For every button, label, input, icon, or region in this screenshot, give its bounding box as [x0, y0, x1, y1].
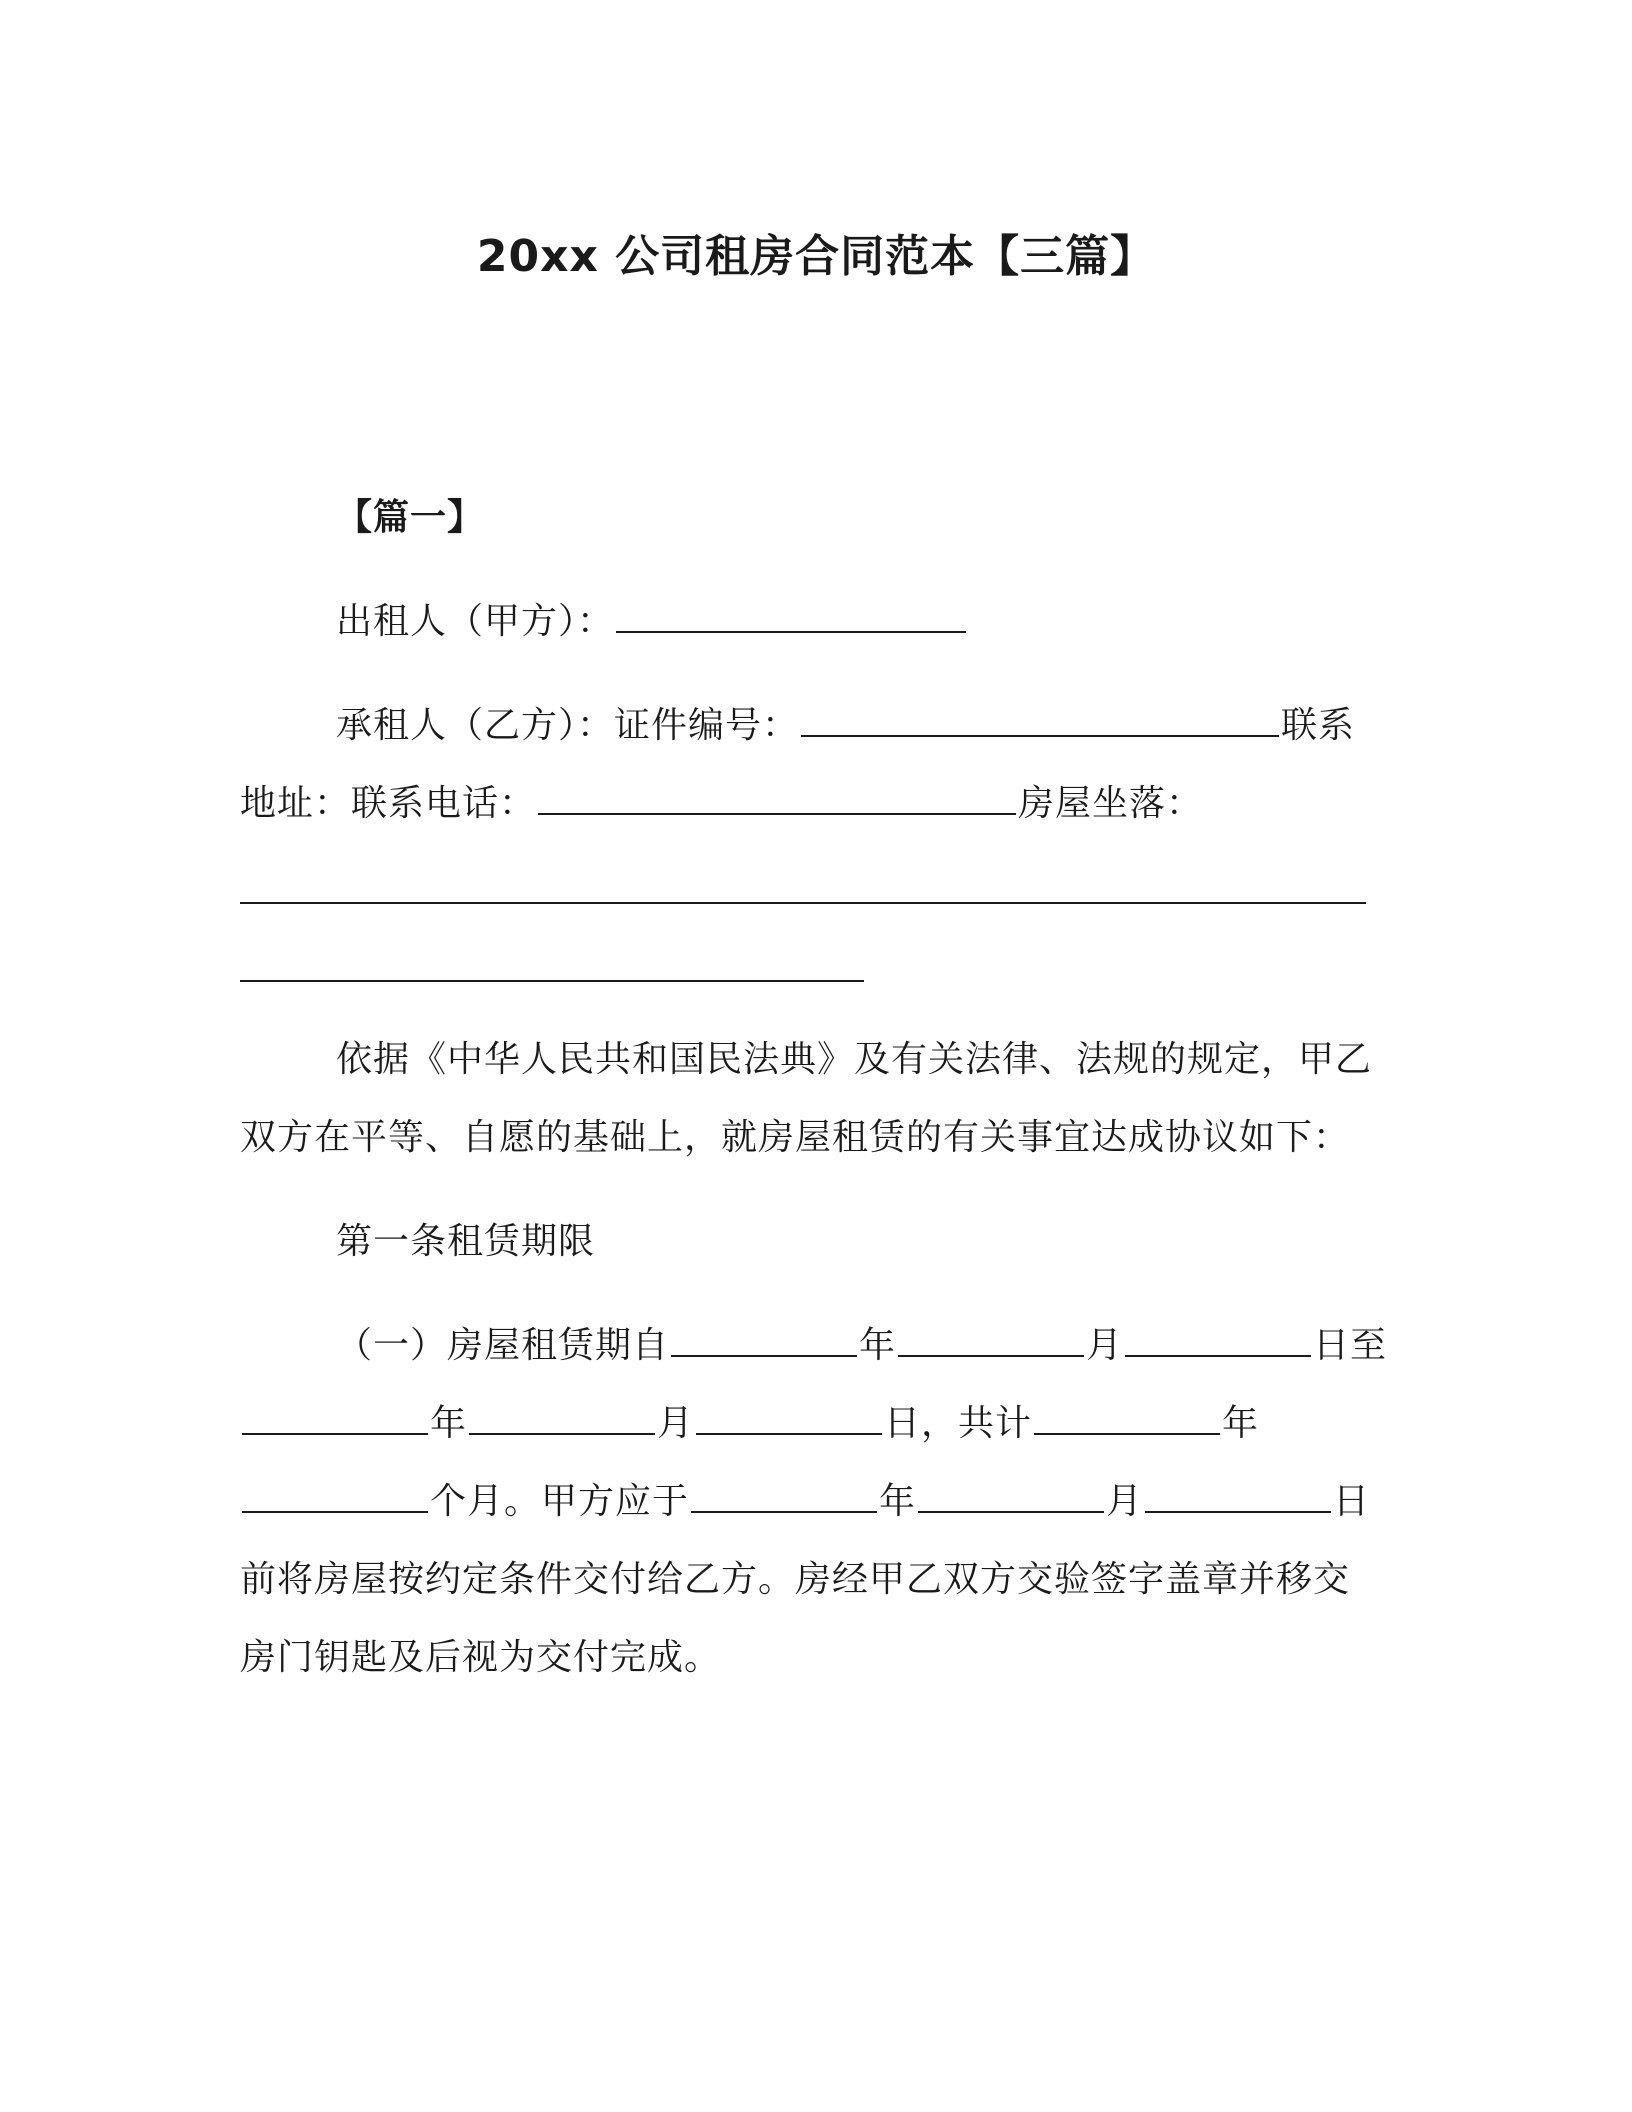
delivery-line-1: 前将房屋按约定条件交付给乙方。房经甲乙双方交验签字盖章并移交	[240, 1559, 1351, 1600]
lessee-line	[336, 702, 1355, 750]
clause1-intro: （一）房屋租赁期自	[336, 1325, 670, 1366]
location-blank-line-1	[240, 902, 1366, 904]
end-year-blank	[242, 1403, 428, 1435]
word-month: 月	[1106, 1481, 1144, 1522]
end-month-blank	[469, 1403, 655, 1435]
document-title: 20xx 公司租房合同范本【三篇】	[476, 231, 1156, 282]
lessee-label: 承租人（乙方）：证件编号：	[336, 705, 800, 746]
basis-line-2: 双方在平等、自愿的基础上，就房屋租赁的有关事宜达成协议如下：	[240, 1117, 1351, 1158]
address-label: 地址：联系电话：	[240, 783, 537, 824]
contact-text: 联系	[1281, 705, 1356, 746]
location-label: 房屋坐落：	[1018, 783, 1204, 824]
phone-blank	[538, 783, 1016, 815]
start-year-blank	[671, 1325, 857, 1357]
word-day-to: 日至	[1313, 1325, 1388, 1366]
word-day-total: 日，共计	[884, 1403, 1033, 1444]
address-line	[240, 780, 1203, 828]
word-month: 月	[1086, 1325, 1124, 1366]
word-year: 年	[430, 1403, 468, 1444]
lessor-label: 出租人（甲方）：	[336, 601, 615, 642]
total-years-blank	[1034, 1403, 1220, 1435]
lease-period-line-2	[240, 1400, 1259, 1448]
start-month-blank	[898, 1325, 1084, 1357]
lease-period-line-1	[336, 1322, 1387, 1370]
article1-heading: 第一条租赁期限	[336, 1221, 596, 1262]
delivery-year-blank	[691, 1481, 877, 1513]
word-year: 年	[1222, 1403, 1260, 1444]
delivery-line-2: 房门钥匙及后视为交付完成。	[240, 1637, 722, 1678]
delivery-month-blank	[918, 1481, 1104, 1513]
location-blank-line-2	[240, 980, 864, 982]
id-number-blank	[801, 705, 1279, 737]
lessor-line	[336, 598, 968, 646]
total-months-blank	[242, 1481, 428, 1513]
word-day: 日	[1333, 1481, 1371, 1522]
word-year: 年	[879, 1481, 917, 1522]
end-day-blank	[696, 1403, 882, 1435]
word-months-party-a: 个月。甲方应于	[430, 1481, 690, 1522]
basis-line-1: 依据《中华人民共和国民法典》及有关法律、法规的规定，甲乙	[336, 1039, 1373, 1080]
delivery-day-blank	[1145, 1481, 1331, 1513]
lease-period-line-3	[240, 1478, 1370, 1526]
word-month: 月	[657, 1403, 695, 1444]
lessor-blank	[616, 601, 966, 633]
word-year: 年	[859, 1325, 897, 1366]
section-heading: 【篇一】	[336, 497, 485, 538]
start-day-blank	[1125, 1325, 1311, 1357]
